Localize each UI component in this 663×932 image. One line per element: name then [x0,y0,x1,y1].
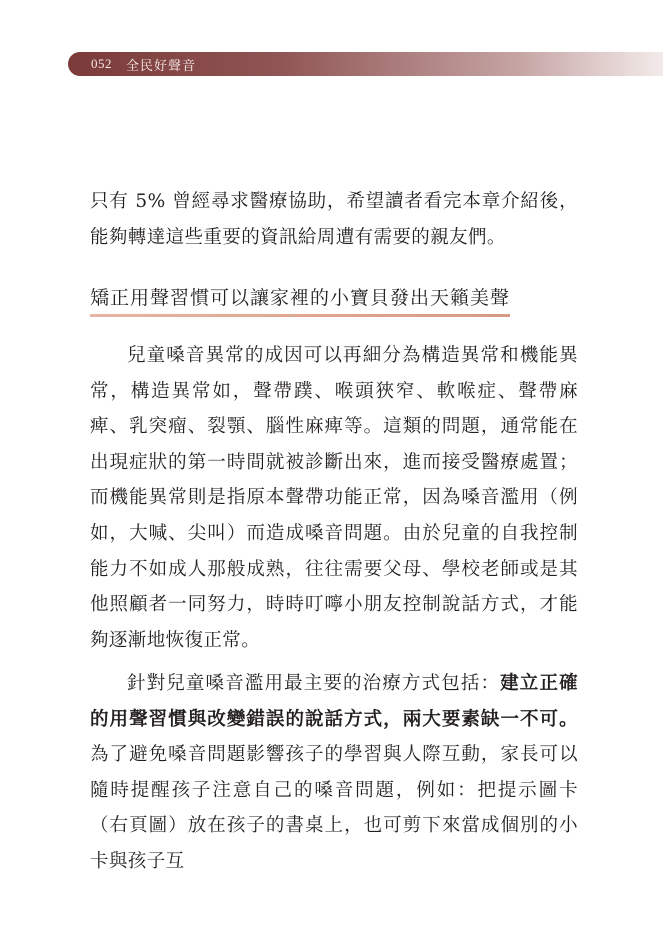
section-heading: 矯正用聲習慣可以讓家裡的小寶貝發出天籟美聲 [90,287,511,309]
running-header [68,52,663,76]
paragraph-causes: 兒童嗓音異常的成因可以再細分為構造異常和機能異常，構造異常如，聲帶蹼、喉頭狹窄、軟喉症、聲帶麻痺、乳突瘤、裂顎、腦性麻痺等。這類的問題，通常能在出現症狀的第一時間就被診斷出來，進而接受醫療處置；而機能異常則是指原本聲帶功能正常，因為嗓音濫用（例如，大喊、尖叫）而造成嗓音問題。由於兒童的自我控制能力不如成人那般成熟，往往需要父母、學校老師或是其他照顧者一同努力，時時叮嚀小朋友控制說話方式，才能夠逐漸地恢復正常。 [90,345,578,651]
heading-underline [90,314,510,317]
treatment-intro-text: 針對兒童嗓音濫用最主要的治療方式包括： [127,673,501,694]
book-title: 全民好聲音 [126,58,197,74]
treatment-key-point: 建立正確的用聲習慣與改變錯誤的說話方式，兩大要素缺一不可。 [90,673,578,730]
paragraph-treatment [90,666,578,880]
treatment-rest-text: 為了避免嗓音問題影響孩子的學習與人際互動，家長可以隨時提醒孩子注意自己的嗓音問題，例如：把提示圖卡（右頁圖）放在孩子的書桌上，也可剪下來當成個別的小卡與孩子互 [90,744,578,872]
paragraph-continued: 只有 5% 曾經尋求醫療協助，希望讀者看完本章介紹後，能夠轉達這些重要的資訊給周遭有需要的親友們。 [90,191,578,248]
page-number: 052 [91,56,112,71]
